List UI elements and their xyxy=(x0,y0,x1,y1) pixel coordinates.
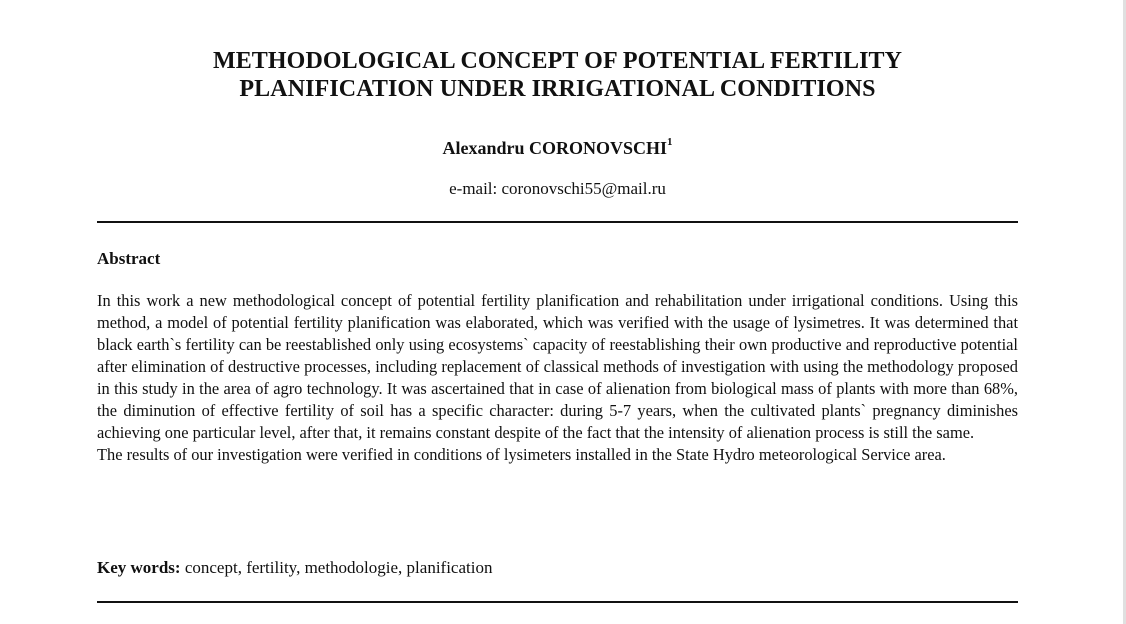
abstract-body xyxy=(97,290,1018,466)
bottom-divider xyxy=(97,601,1018,603)
title-line-1: METHODOLOGICAL CONCEPT OF POTENTIAL FERTILITY xyxy=(212,48,903,74)
abstract-heading: Abstract xyxy=(97,249,161,268)
keywords-line xyxy=(97,557,492,579)
author-name: Alexandru CORONOVSCHI xyxy=(442,138,668,158)
author-affiliation-mark: 1 xyxy=(667,136,673,148)
author-line xyxy=(97,133,1018,159)
abstract-paragraph-1: In this work a new methodological concept of potential fertility planification and rehabilitation under irrigational conditions. Using this method, a model of potential fertility planification was elaborated, which was verified with the usage of lysimetres. It was determined that black earth`s fertility can be reestablished only using ecosystems` capacity of reestablishing their own productive and reproductive potential after elimination of destructive processes, including replacement of classical methods of investigation with using the methodology proposed in this study in the area of agro technology. It was ascertained that in case of alienation from biological mass of plants with more than 68%, the diminution of effective fertility of soil has a specific character: during 5-7 years, when the cultivated plants` pregnancy diminishes achieving one particular level, after that, it remains constant despite of the fact that the intensity of alienation process is still the same. xyxy=(97,291,1018,442)
keywords-values: concept, fertility, methodologie, planification xyxy=(184,558,493,577)
abstract-paragraph-2: The results of our investigation were verified in conditions of lysimeters installed in the State Hydro meteorological Service area. xyxy=(97,445,946,464)
title-line-2: PLANIFICATION UNDER IRRIGATIONAL CONDITIONS xyxy=(239,76,876,102)
paper-title xyxy=(97,47,1018,103)
top-divider xyxy=(97,221,1018,223)
author-email: e-mail: coronovschi55@mail.ru xyxy=(449,179,666,198)
keywords-label: Key words: xyxy=(97,558,181,577)
